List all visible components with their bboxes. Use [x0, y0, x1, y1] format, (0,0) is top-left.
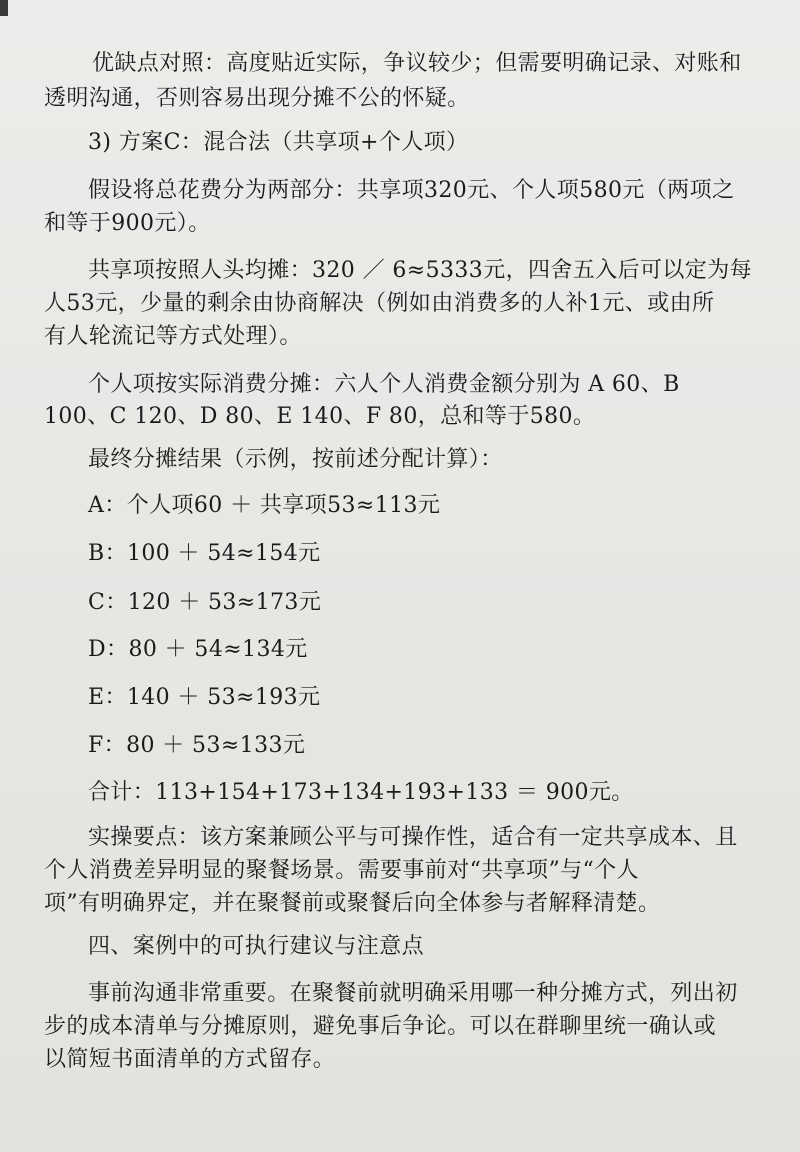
text-line: 有人轮流记等方式处理）。 — [44, 324, 302, 349]
text-line: 实操要点：该方案兼顾公平与可操作性，适合有一定共享成本、且 — [88, 825, 738, 850]
result-line: A：个人项60 ＋ 共享项53≈113元 — [88, 493, 441, 518]
section-heading: 四、案例中的可执行建议与注意点 — [88, 934, 425, 959]
result-line: D：80 ＋ 54≈134元 — [88, 637, 308, 662]
text-line: 透明沟通，否则容易出现分摊不公的怀疑。 — [44, 86, 470, 111]
text-line: 个人消费差异明显的聚餐场景。需要事前对“共享项”与“个人 — [44, 858, 639, 883]
text-line: 100、C 120、D 80、E 140、F 80，总和等于580。 — [44, 404, 596, 429]
text-line: 项”有明确界定，并在聚餐前或聚餐后向全体参与者解释清楚。 — [44, 891, 661, 916]
result-line: C：120 ＋ 53≈173元 — [88, 590, 322, 615]
result-line: B：100 ＋ 54≈154元 — [88, 541, 321, 566]
text-line: 以简短书面清单的方式留存。 — [44, 1047, 336, 1072]
result-line: E：140 ＋ 53≈193元 — [88, 685, 321, 710]
text-line: 优缺点对照：高度贴近实际，争议较少；但需要明确记录、对账和 — [92, 51, 742, 76]
section-heading: 3) 方案C：混合法（共享项+个人项） — [88, 130, 469, 155]
text-line: 和等于900元）。 — [44, 211, 211, 236]
text-line: 共享项按照人头均摊：320 ／ 6≈5333元，四舍五入后可以定为每 — [88, 258, 752, 283]
text-line: 步的成本清单与分摊原则，避免事后争论。可以在群聊里统一确认或 — [44, 1014, 717, 1039]
text-line: 事前沟通非常重要。在聚餐前就明确采用哪一种分摊方式，列出初 — [88, 981, 738, 1006]
result-line: F：80 ＋ 53≈133元 — [88, 733, 306, 758]
text-line: 最终分摊结果（示例，按前述分配计算）： — [88, 447, 503, 472]
text-line: 假设将总花费分为两部分：共享项320元、个人项580元（两项之 — [88, 178, 735, 203]
text-line: 人53元，少量的剩余由协商解决（例如由消费多的人补1元、或由所 — [44, 291, 715, 316]
text-line: 个人项按实际消费分摊：六人个人消费金额分别为 A 60、B — [88, 372, 680, 397]
total-line: 合计：113+154+173+134+193+133 ＝ 900元。 — [88, 780, 634, 805]
